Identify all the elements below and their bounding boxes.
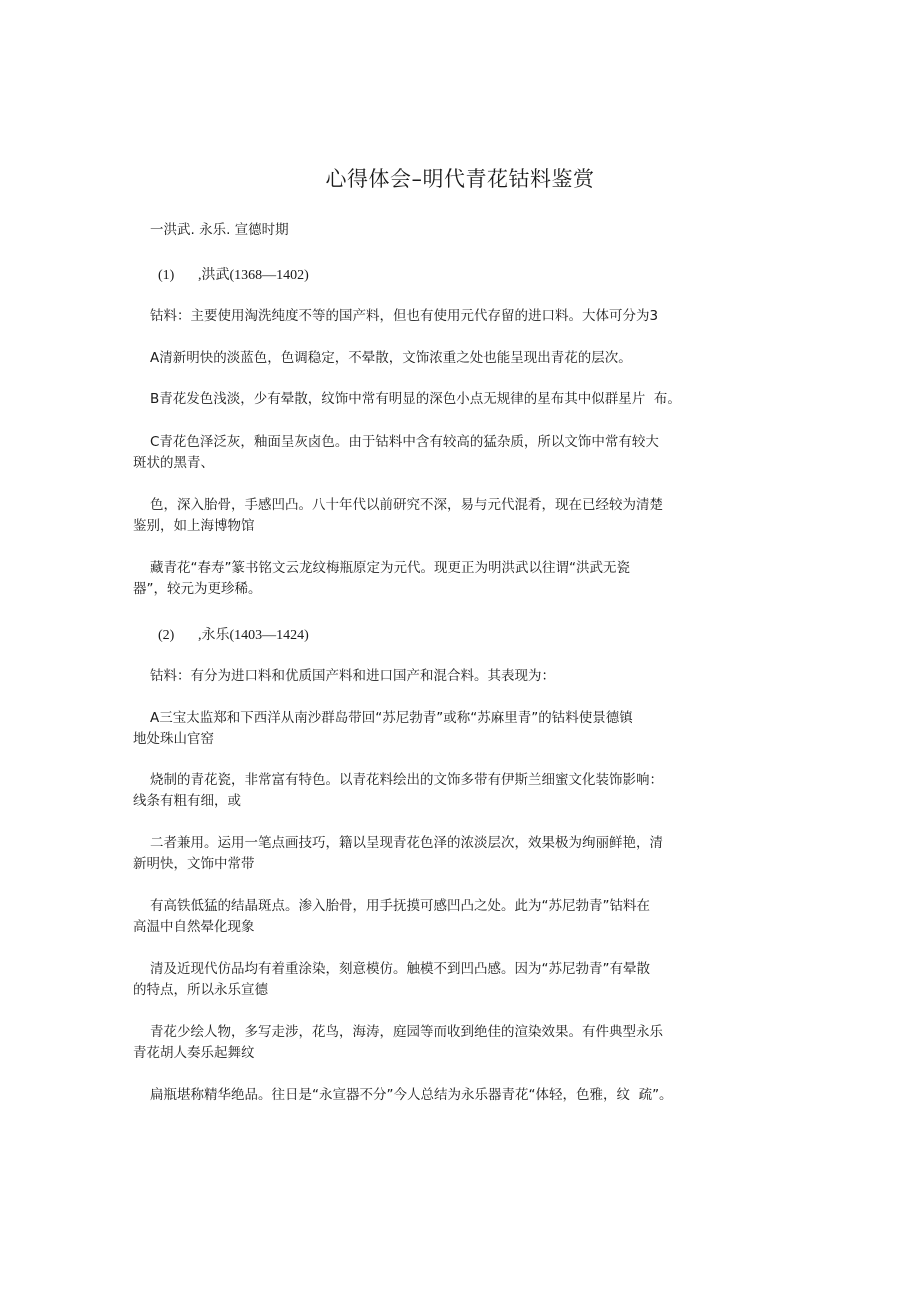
document-title: 心得体会–明代青花钴料鉴赏 — [325, 167, 595, 191]
paragraph — [133, 708, 773, 750]
paragraph — [133, 306, 773, 327]
paragraph-line: 鉴别，如上海博物馆 — [133, 518, 255, 534]
paragraph-text: 钴料：有分为进口料和优质国产料和进口国产和混合料。其表现为： — [150, 668, 555, 684]
paragraph — [133, 833, 773, 875]
section-heading — [133, 220, 773, 241]
section-heading-text: 一洪武. 永乐. 宣德时期 — [150, 222, 289, 238]
paragraph — [133, 389, 793, 410]
paragraph-line: 新明快，文饰中常带 — [133, 856, 255, 872]
paragraph-line: A三宝太监郑和下西洋从南沙群岛带回“苏尼勃青”或称“苏麻里青”的钴料使景德镇 — [150, 710, 633, 726]
subsection-hongwu — [158, 265, 309, 286]
paragraph-line: 器”，较元为更珍稀。 — [133, 581, 262, 597]
paragraph — [133, 348, 773, 369]
paragraph-text: A清新明快的淡蓝色，色调稳定，不晕散，文饰浓重之处也能呈现出青花的层次。 — [150, 350, 632, 366]
paragraph-line: 线条有粗有细，或 — [133, 793, 241, 809]
subsection-marker: (2) — [158, 628, 175, 643]
subsection-marker: (1) — [158, 268, 175, 283]
subsection-label: ,永乐(1403—1424) — [198, 628, 309, 643]
paragraph-text: B青花发色浅淡，少有晕散，纹饰中常有明显的深色小点无规律的星布其中似群星片 布。 — [150, 391, 681, 407]
paragraph — [133, 959, 773, 1001]
paragraph — [133, 432, 773, 474]
paragraph-line: 二者兼用。运用一笔点画技巧，籍以呈现青花色泽的浓淡层次，效果极为绚丽鲜艳，清 — [150, 835, 663, 851]
paragraph-line: 斑状的黑青、 — [133, 455, 214, 471]
paragraph-line: 地处珠山官窑 — [133, 731, 214, 747]
paragraph — [133, 770, 773, 812]
paragraph-line: 青花胡人奏乐起舞纹 — [133, 1045, 255, 1061]
paragraph-line: 青花少绘人物，多写走涉，花鸟，海涛，庭园等而收到绝佳的渲染效果。有件典型永乐 — [150, 1024, 663, 1040]
paragraph-line: 有高铁低猛的结晶斑点。渗入胎骨，用手抚摸可感凹凸之处。此为“苏尼勃青”钴料在 — [150, 898, 650, 914]
paragraph — [133, 558, 773, 600]
paragraph-line: 清及近现代仿品均有着重涂染，刻意模仿。触模不到凹凸感。因为“苏尼勃青”有晕散 — [150, 961, 650, 977]
paragraph-line: 色，深入胎骨，手感凹凸。八十年代以前研究不深，易与元代混肴，现在已经较为清楚 — [150, 497, 663, 513]
paragraph — [133, 666, 773, 687]
paragraph — [133, 1022, 773, 1064]
subsection-label: ,洪武(1368—1402) — [198, 268, 309, 283]
subsection-yongle — [158, 625, 309, 646]
paragraph-line: 的特点，所以永乐宣德 — [133, 982, 268, 998]
paragraph — [133, 1085, 793, 1106]
paragraph-text: 钴料：主要使用淘洗纯度不等的国产料，但也有使用元代存留的进口料。大体可分为3 — [150, 308, 659, 324]
paragraph — [133, 495, 773, 537]
paragraph-line: 烧制的青花瓷，非常富有特色。以青花料绘出的文饰多带有伊斯兰细蜜文化装饰影响： — [150, 772, 663, 788]
paragraph-text: 扁瓶堪称精华绝品。往日是“永宣器不分”今人总结为永乐器青花“体轻，色雅，纹 疏”。 — [150, 1087, 673, 1103]
paragraph-line: 藏青花“春寿”篆书铭文云龙纹梅瓶原定为元代。现更正为明洪武以往谓“洪武无瓷 — [150, 560, 630, 576]
paragraph — [133, 896, 773, 938]
paragraph-line: C青花色泽泛灰，釉面呈灰卤色。由于钴料中含有较高的猛杂质，所以文饰中常有较大 — [150, 434, 659, 450]
paragraph-line: 高温中自然晕化现象 — [133, 919, 255, 935]
